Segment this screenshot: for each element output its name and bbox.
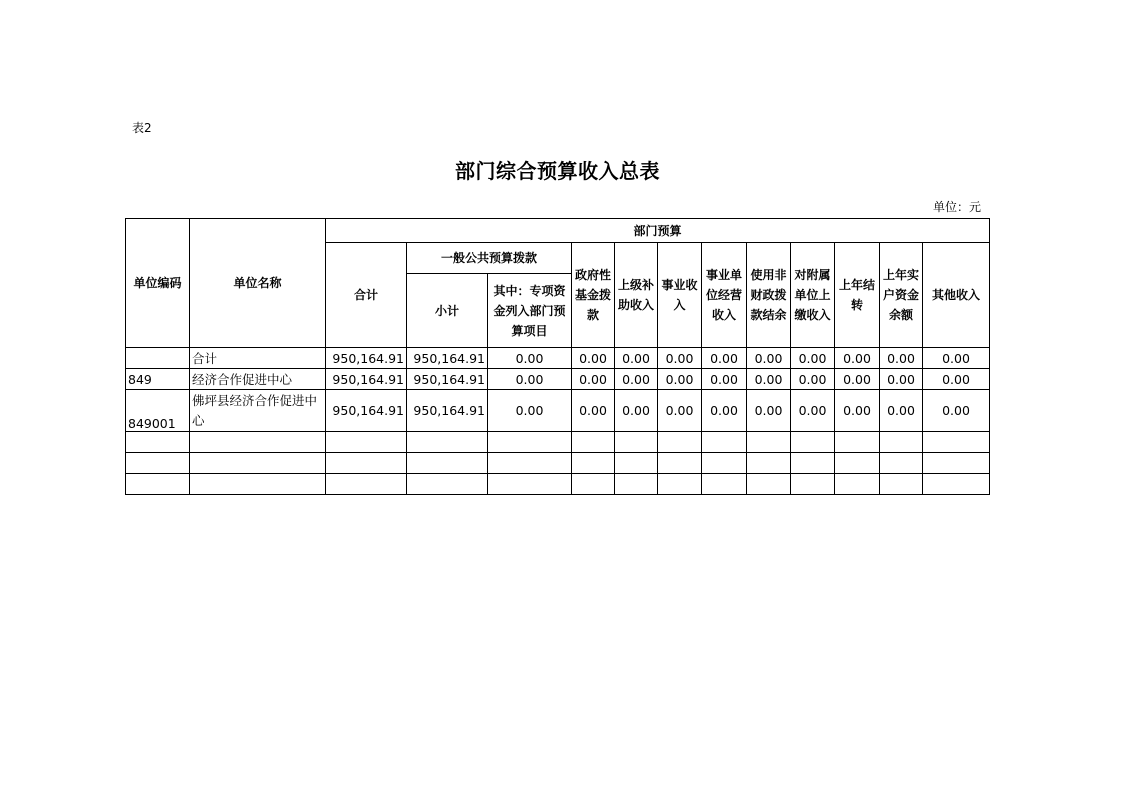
- empty-cell: [615, 432, 658, 453]
- cell-superior: 0.00: [615, 390, 658, 432]
- cell-nonfiscal: 0.00: [747, 348, 791, 369]
- empty-cell: [658, 453, 702, 474]
- empty-cell: [407, 474, 488, 495]
- empty-cell: [326, 474, 407, 495]
- col-header-other-income: 其他收入: [923, 243, 990, 348]
- col-header-general-public: 一般公共预算拨款: [407, 243, 572, 274]
- empty-cell: [488, 432, 572, 453]
- budget-income-table: [125, 218, 990, 495]
- cell-carryover: 0.00: [835, 390, 880, 432]
- col-header-subordinate-income: 对附属单位上缴收入: [791, 243, 835, 348]
- empty-cell: [190, 432, 326, 453]
- cell-other: 0.00: [923, 369, 990, 390]
- empty-cell: [923, 432, 990, 453]
- empty-cell: [190, 474, 326, 495]
- empty-cell: [407, 453, 488, 474]
- empty-cell: [880, 453, 923, 474]
- empty-cell: [126, 474, 190, 495]
- cell-gov-fund: 0.00: [572, 348, 615, 369]
- cell-total: 950,164.91: [326, 390, 407, 432]
- cell-total: 950,164.91: [326, 369, 407, 390]
- empty-row: [126, 453, 990, 474]
- cell-code: 849001: [126, 390, 190, 432]
- cell-operating: 0.00: [702, 390, 747, 432]
- empty-cell: [791, 474, 835, 495]
- cell-special: 0.00: [488, 348, 572, 369]
- empty-cell: [326, 453, 407, 474]
- col-header-unit-name: 单位名称: [190, 219, 326, 348]
- table-number: 表2: [132, 121, 152, 135]
- empty-cell: [572, 453, 615, 474]
- cell-nonfiscal: 0.00: [747, 390, 791, 432]
- empty-cell: [791, 432, 835, 453]
- empty-row: [126, 432, 990, 453]
- cell-code: [126, 348, 190, 369]
- empty-cell: [702, 453, 747, 474]
- col-header-prior-carryover: 上年结转: [835, 243, 880, 348]
- cell-name: 合计: [190, 348, 326, 369]
- col-header-dept-budget: 部门预算: [326, 219, 990, 243]
- col-header-unit-code: 单位编码: [126, 219, 190, 348]
- empty-cell: [702, 432, 747, 453]
- empty-cell: [190, 453, 326, 474]
- empty-cell: [835, 474, 880, 495]
- cell-carryover: 0.00: [835, 369, 880, 390]
- table-row: [126, 369, 990, 390]
- cell-gov-fund: 0.00: [572, 369, 615, 390]
- col-header-business-unit-income: 事业单位经营收入: [702, 243, 747, 348]
- empty-cell: [326, 432, 407, 453]
- empty-cell: [702, 474, 747, 495]
- cell-special: 0.00: [488, 390, 572, 432]
- col-header-non-fiscal-balance: 使用非财政拨款结余: [747, 243, 791, 348]
- cell-account-balance: 0.00: [880, 390, 923, 432]
- empty-cell: [407, 432, 488, 453]
- empty-cell: [615, 474, 658, 495]
- cell-superior: 0.00: [615, 369, 658, 390]
- empty-cell: [880, 474, 923, 495]
- cell-business: 0.00: [658, 369, 702, 390]
- cell-operating: 0.00: [702, 369, 747, 390]
- cell-subordinate: 0.00: [791, 369, 835, 390]
- empty-cell: [658, 474, 702, 495]
- empty-cell: [747, 474, 791, 495]
- col-header-total: 合计: [326, 243, 407, 348]
- cell-subordinate: 0.00: [791, 348, 835, 369]
- empty-cell: [835, 453, 880, 474]
- cell-name: 佛坪县经济合作促进中心: [190, 390, 326, 432]
- empty-cell: [126, 453, 190, 474]
- cell-nonfiscal: 0.00: [747, 369, 791, 390]
- empty-cell: [923, 474, 990, 495]
- cell-subtotal: 950,164.91: [407, 369, 488, 390]
- empty-cell: [880, 432, 923, 453]
- cell-business: 0.00: [658, 348, 702, 369]
- table-row: [126, 348, 990, 369]
- cell-gov-fund: 0.00: [572, 390, 615, 432]
- cell-account-balance: 0.00: [880, 348, 923, 369]
- cell-subtotal: 950,164.91: [407, 348, 488, 369]
- empty-row: [126, 474, 990, 495]
- page-title: 部门综合预算收入总表: [455, 159, 660, 183]
- table-row: [126, 390, 990, 432]
- empty-cell: [488, 453, 572, 474]
- cell-name: 经济合作促进中心: [190, 369, 326, 390]
- cell-other: 0.00: [923, 348, 990, 369]
- empty-cell: [615, 453, 658, 474]
- col-header-subtotal: 小计: [407, 274, 488, 348]
- header-row-1: [126, 219, 990, 243]
- col-header-superior-subsidy: 上级补助收入: [615, 243, 658, 348]
- empty-cell: [572, 474, 615, 495]
- empty-cell: [658, 432, 702, 453]
- cell-account-balance: 0.00: [880, 369, 923, 390]
- empty-cell: [747, 432, 791, 453]
- empty-cell: [747, 453, 791, 474]
- cell-carryover: 0.00: [835, 348, 880, 369]
- empty-cell: [835, 432, 880, 453]
- col-header-special-funds: 其中：专项资金列入部门预算项目: [488, 274, 572, 348]
- cell-subtotal: 950,164.91: [407, 390, 488, 432]
- empty-cell: [923, 453, 990, 474]
- cell-operating: 0.00: [702, 348, 747, 369]
- empty-cell: [572, 432, 615, 453]
- cell-superior: 0.00: [615, 348, 658, 369]
- empty-cell: [488, 474, 572, 495]
- cell-code: 849: [126, 369, 190, 390]
- cell-business: 0.00: [658, 390, 702, 432]
- unit-label: 单位：元: [932, 200, 981, 214]
- col-header-prior-account-balance: 上年实户资金余额: [880, 243, 923, 348]
- empty-cell: [791, 453, 835, 474]
- cell-total: 950,164.91: [326, 348, 407, 369]
- cell-subordinate: 0.00: [791, 390, 835, 432]
- cell-special: 0.00: [488, 369, 572, 390]
- col-header-business-income: 事业收入: [658, 243, 702, 348]
- col-header-gov-fund: 政府性基金拨款: [572, 243, 615, 348]
- cell-other: 0.00: [923, 390, 990, 432]
- empty-cell: [126, 432, 190, 453]
